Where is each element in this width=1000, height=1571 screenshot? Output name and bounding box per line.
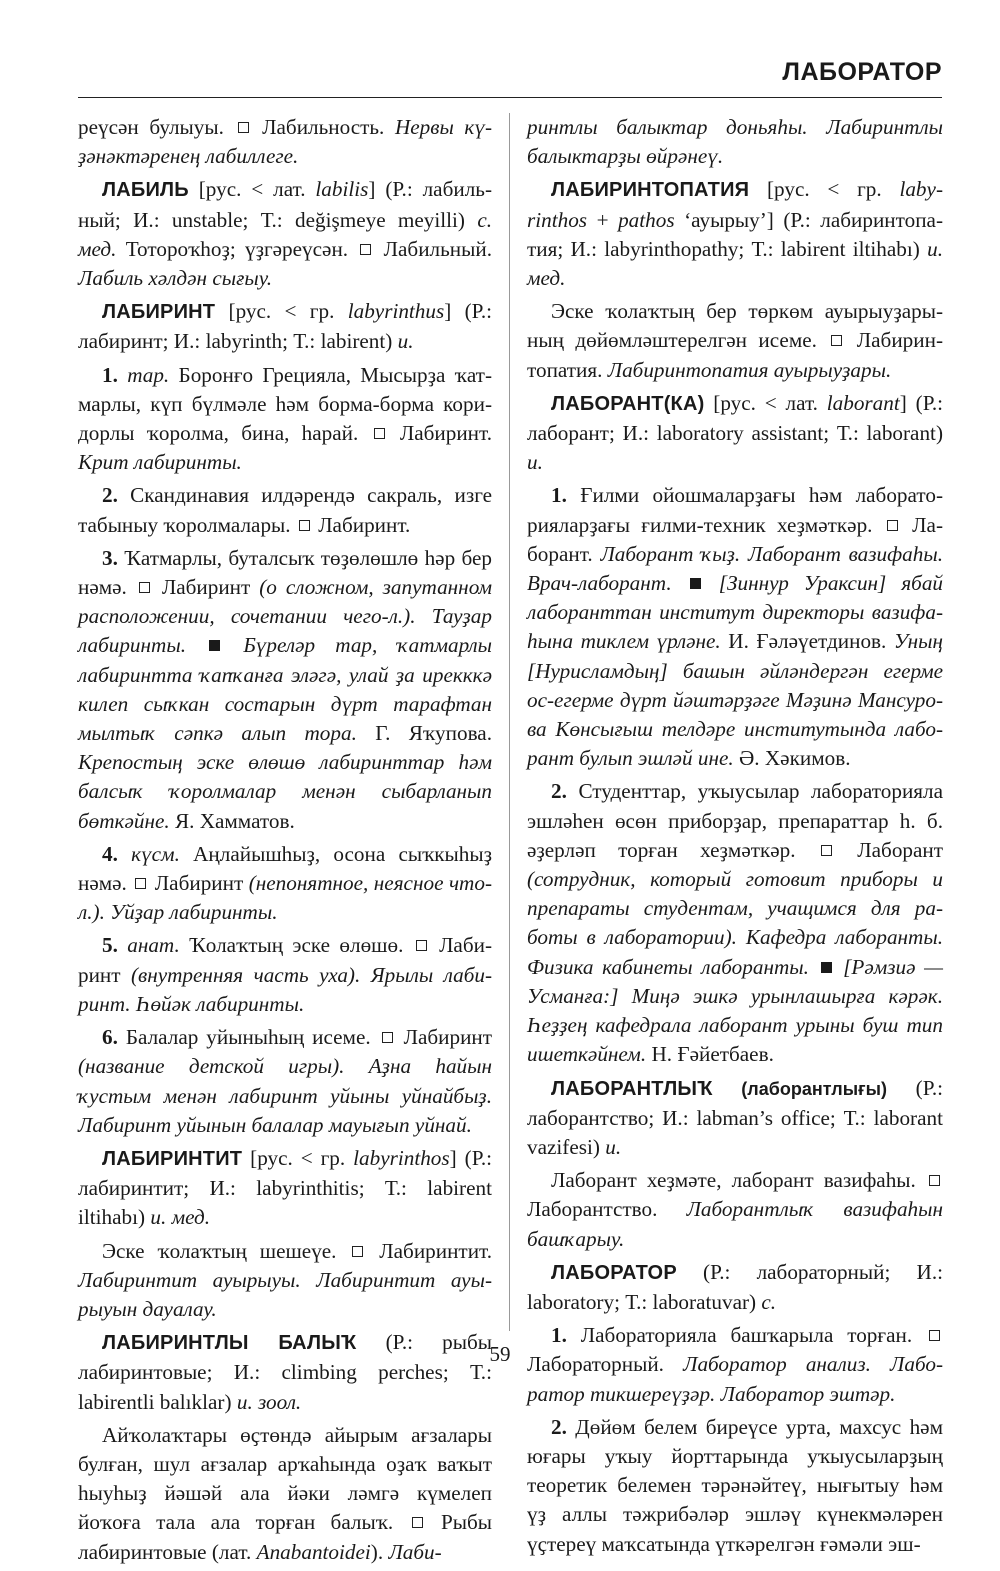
entry-laborantlyk: ЛАБОРАНТЛЫҠ (лаборантлығы) (Р.: лаборантство; И.: labman’s office; Т.: laborant vazifesi) и. [527,1075,944,1159]
headword: ЛАБИРИНТОПАТИЯ [551,179,750,202]
page-number: 59 [489,1342,511,1366]
equivalent-marker-icon [135,878,146,889]
equivalent-marker-icon [929,1175,940,1186]
equivalent-marker-icon [831,335,842,346]
example-marker-icon [821,962,832,973]
sense-1: 1. тар. Боронғо Грецияла, Мысырҙа ҡатмарлы, күп бүлмәле һәм борма-борма коридорлы ҡоролма, бина, һарай. Лабиринт. Крит лабиринты. [78,362,492,475]
entry-labirint: ЛАБИРИНТ [рус. < гр. labyrinthus] (Р.: лабиринт; И.: labyrinth; Т.: labirent) и. [78,299,493,354]
equivalent-marker-icon [382,1032,393,1043]
definition: Эске ҡолаҡтың шешеүе. Лабиринтит. Лабиринтит ауырыуы. Лабиринтит ауырыуын дауалау. [78,1238,492,1321]
sense-1: 1. Ғилми ойошмаларҙағы һәм лабораторияларҙағы ғилми-техник хеҙмәткәр. Лаборант. Лаборант ҡыҙ. Лаборант вазифаһы. Врач-лаборант. [Зиннур Ураксин] ябай лаборанттан институт директоры вазифаһына тиклем үрләне. И. Ғәләүетдинов. Уның [Нурисламдың] башын әйләндергән егерме ос-егерме дүрт йәштәрҙәге Мәҙинә Мансурова Көнсығыш телдәре институтында лаборант булып эшләй ине. Ә. Хәкимов. [527,483,944,771]
headword: ЛАБИЛЬ [102,179,189,202]
headword: ЛАБИРИНТ [102,301,216,324]
example-marker-icon [690,578,701,589]
equivalent-marker-icon [929,1330,940,1341]
sense-2: 2. Дөйөм белем биреүсе урта, махсус һәм юғары уҡыу йорттарында уҡыусыларҙың теоретик белемен тәрәнәйтеү, нығытыу һәм үҙ аллы тәжрибәләр эшләү күнекмәләрен үҫтереү маҡсатында үткәрелгән ғәмәли эш- [527,1414,943,1556]
entry-labirintly-balyk: ЛАБИРИНТЛЫ БАЛЫҠ (Р.: рыбы лабиринтовые; И.: climbing perches; Т.: labirentli balıklar) и. зоол. [78,1330,492,1414]
definition: Эске ҡолаҡтың бер төркөм ауырыуҙарының дөйөмләштерелгән исеме. Лабиринтопатия. Лабиринтопатия ауырыуҙары. [527,299,944,382]
equivalent-marker-icon [139,582,150,593]
headword: ЛАБИРИНТЛЫ БАЛЫҠ [102,1332,357,1355]
equivalent-marker-icon [238,122,249,133]
equivalent-marker-icon [299,520,310,531]
example-marker-icon [209,640,220,651]
headword: ЛАБОРАНТ(КА) [551,392,705,415]
header-rule [78,97,942,98]
sense-1: 1. Лабораторияла башҡарыла торған. Лабораторный. Лаборатор анализ. Лаборатор тикшереүҙәр. Лаборатор эштәр. [527,1323,943,1406]
headword: ЛАБИРИНТИТ [102,1147,243,1170]
sense-6: 6. Балалар уйыныһың исеме. Лабиринт (название детской игры). Аҙна һайын ҡустым менән лабиринт уйыны уйнайбыҙ. Лабиринт уйынын балалар мауығып уйнай. [78,1025,493,1137]
headword: ЛАБОРАНТЛЫҠ [551,1077,713,1100]
sense-2: 2. Студенттар, уҡыусылар лабораторияла эшләһен өсөн приборҙар, препараттар һ. б. әҙерләп торған хеҙмәткәр. Лаборант (сотрудник, который готовит приборы и препараты студентам, учащимся для работы в лаборатории). Кафедра лаборанты. Физика кабинеты лаборанты. [Рәмзиә — Усманға:] Миңә эшкә урынлашырға кәрәк. Һеҙҙең кафедрала лаборант урыны буш тип ишеткәйнем. Н. Ғәйетбаев. [527,779,944,1067]
equivalent-marker-icon [416,940,427,951]
entry-labirintopatiya: ЛАБИРИНТОПАТИЯ [рус. < гр. labyrinthos + pathos ‘ауырыу’] (Р.: лабиринтопатия; И.: labyrinthopathy; Т.: labirent iltihabı) и. мед. [527,177,944,291]
entry-labil: ЛАБИЛЬ [рус. < лат. labilis] (Р.: лабильный; И.: unstable; Т.: değişmeye meyilli) с. мед. Тотороҡһоҙ; үҙгәреүсән. Лабильный. Лабиль хәлдән сығыу. [78,177,493,291]
definition: Айҡолаҡтары өҫтөндә айырым ағзалары булған, шул ағзалар арҡаһында оҙаҡ ваҡыт һыуһыҙ йәшәй ала йәки ләмгә күмелеп йоҡоға тала ала торған балыҡ. Рыбы лабиринтовые (лат. Anabantoidei). Лаби- [78,1422,493,1564]
entry-labirintit: ЛАБИРИНТИТ [рус. < гр. labyrinthos] (Р.: лабиринтит; И.: labyrinthitis; Т.: labirent iltihabı) и. мед. [78,1145,493,1230]
sense-4: 4. күсм. Аңлайышһыҙ, осона сыҡкыһыҙ нәмә. Лабиринт (непонятное, неясное что-л.). Уйҙар лабиринты. [78,841,492,925]
sense-2: 2. Скандинавия илдәрендә сакраль, изге табыныу ҡоролмалары. Лабиринт. [78,483,493,537]
equivalent-marker-icon [821,845,832,856]
sense-5: 5. анат. Ҡолаҡтың эске өлөшө. Лабиринт (внутренняя часть уха). Ярылы лабиринт. Һөйәк лабиринты. [78,933,493,1016]
equivalent-marker-icon [887,520,898,531]
equivalent-marker-icon [360,244,371,255]
entry-continuation: реүсән булыуы. Лабильность. Нервы күҙәнәктәренең лабиллеге. [78,115,492,169]
equivalent-marker-icon [412,1517,423,1528]
running-head: ЛАБОРАТОР [782,58,942,86]
entry-continuation: ринтлы балыктар доньяһы. Лабиринтлы балыктарҙы өйрәнеү. [527,115,943,169]
definition: Лаборант хеҙмәте, лаборант вазифаһы. Лаборантство. Лаборантлыҡ вазифаһын башҡарыу. [527,1168,943,1251]
entry-laborant: ЛАБОРАНТ(КА) [рус. < лат. laborant] (Р.: лаборант; И.: laboratory assistant; Т.: laborant) и. [527,390,944,475]
equivalent-marker-icon [352,1246,363,1257]
sense-3: 3. Ҡатмарлы, буталсыҡ төҙөлөшлө һәр бер нәмә. Лабиринт (о сложном, запутанном расположении, сочетании чего-л.). Тауҙар лабиринты. Бүреләр тар, ҡатмарлы лабиринтта ҡапҡанға эләгә, улай ҙа ирекккә килеп сыҡкан состарын дүрт тарафтан мылтыҡ сәпкә алып тора. Г. Яҡупова. Крепостың эске өлөшө лабиринттар һәм балсыҡ ҡоролмалар менән сыбарланып бөткәйне. Я. Хамматов. [78,545,493,833]
column-divider [509,113,510,1331]
headword: ЛАБОРАТОР [551,1261,677,1284]
entry-laborator: ЛАБОРАТОР (Р.: лабораторный; И.: laboratory; Т.: laboratuvar) с. [527,1259,943,1314]
equivalent-marker-icon [374,428,385,439]
